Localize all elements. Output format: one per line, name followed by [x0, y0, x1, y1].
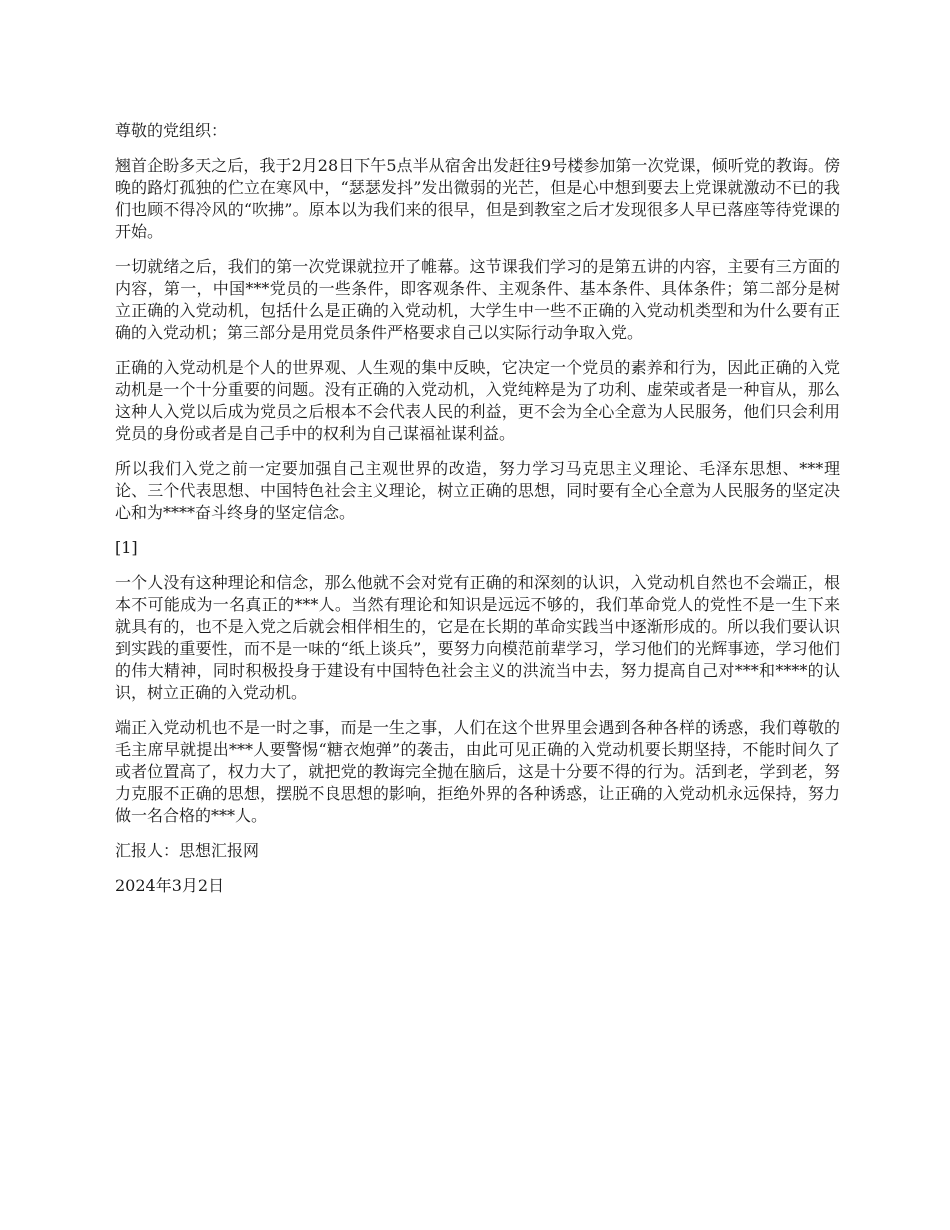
footnote-marker: [1]	[115, 538, 138, 557]
paragraph-5: 一个人没有这种理论和信念，那么他就不会对党有正确的和深刻的认识，入党动机自然也不会端正，根本不可能成为一名真正的***人。当然有理论和知识是远远不够的，我们革命党人的党性不是一生下来就具有的，也不是入党之后就会相伴相生的，它是在长期的革命实践当中逐渐形成的。所以我们要认识到实践的重要性，而不是一味的“纸上谈兵”，要努力向模范前辈学习，学习他们的光辉事迹，学习他们的伟大精神，同时积极投身于建设有中国特色社会主义的洪流当中去，努力提高自己对***和****的认识，树立正确的入党动机。	[115, 573, 840, 702]
document-page	[115, 120, 840, 910]
salutation: 尊敬的党组织：	[115, 121, 228, 140]
paragraph-6: 端正入党动机也不是一时之事，而是一生之事，人们在这个世界里会遇到各种各样的诱惑，我们尊敬的毛主席早就提出***人要警惕“糖衣炮弹”的袭击，由此可见正确的入党动机要长期坚持，不能时间久了或者位置高了，权力大了，就把党的教诲完全抛在脑后，这是十分要不得的行为。活到老，学到老，努力克服不正确的思想，摆脱不良思想的影响，拒绝外界的各种诱惑，让正确的入党动机永远保持，努力做一名合格的***人。	[115, 718, 840, 825]
paragraph-3: 正确的入党动机是个人的世界观、人生观的集中反映，它决定一个党员的素养和行为，因此正确的入党动机是一个十分重要的问题。没有正确的入党动机，入党纯粹是为了功利、虚荣或者是一种盲从，那么这种人入党以后成为党员之后根本不会代表人民的利益，更不会为全心全意为人民服务，他们只会利用党员的身份或者是自己手中的权利为自己谋福祉谋利益。	[115, 358, 840, 443]
reporter-line: 汇报人：思想汇报网	[115, 841, 260, 860]
paragraph-4: 所以我们入党之前一定要加强自己主观世界的改造，努力学习马克思主义理论、毛泽东思想、***理论、三个代表思想、中国特色社会主义理论，树立正确的思想，同时要有全心全意为人民服务的坚定决心和为****奋斗终身的坚定信念。	[115, 459, 840, 522]
report-date: 2024年3月2日	[115, 876, 225, 895]
paragraph-2: 一切就绪之后，我们的第一次党课就拉开了帷幕。这节课我们学习的是第五讲的内容，主要有三方面的内容，第一，中国***党员的一些条件，即客观条件、主观条件、基本条件、具体条件；第二部分是树立正确的入党动机，包括什么是正确的入党动机，大学生中一些不正确的入党动机类型和为什么要有正确的入党动机；第三部分是用党员条件严格要求自己以实际行动争取入党。	[115, 257, 840, 342]
paragraph-1: 翘首企盼多天之后，我于2月28日下午5点半从宿舍出发赶往9号楼参加第一次党课，倾听党的教诲。傍晚的路灯孤独的伫立在寒风中，“瑟瑟发抖”发出微弱的光芒，但是心中想到要去上党课就激动不已的我们也顾不得冷风的“吹拂”。原本以为我们来的很早，但是到教室之后才发现很多人早已落座等待党课的开始。	[115, 156, 840, 241]
